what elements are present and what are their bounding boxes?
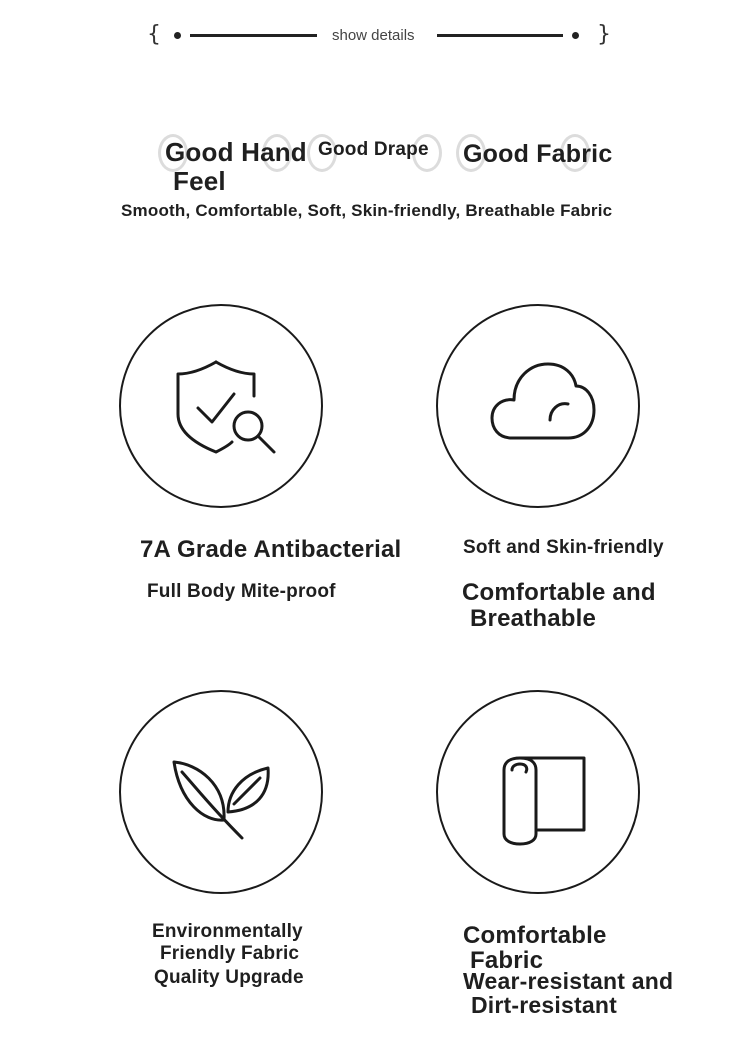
show-details-label[interactable]: show details	[332, 27, 415, 44]
feature4-subtitle-line1: Wear-resistant and	[463, 968, 674, 994]
right-divider	[437, 34, 563, 37]
shield-check-search-icon	[170, 356, 280, 458]
leaf-icon	[168, 756, 274, 846]
feature4-subtitle-line2: Dirt-resistant	[471, 992, 617, 1018]
right-dot	[572, 32, 579, 39]
close-brace: }	[597, 22, 611, 47]
quality-good-drape: Good Drape	[318, 139, 429, 160]
feature3-subtitle: Quality Upgrade	[154, 967, 304, 988]
fabric-roll-icon	[498, 754, 592, 848]
left-divider	[190, 34, 317, 37]
feature1-title: 7A Grade Antibacterial	[140, 536, 402, 563]
feature1-subtitle: Full Body Mite-proof	[147, 581, 336, 602]
feature2-title: Soft and Skin-friendly	[463, 537, 664, 558]
feature4-title-line2: Fabric	[470, 947, 544, 974]
feature2-subtitle-line1: Comfortable and	[462, 579, 656, 606]
quality-subtitle: Smooth, Comfortable, Soft, Skin-friendly, Breathable Fabric	[121, 201, 613, 220]
feature4-title-line1: Comfortable	[463, 922, 607, 949]
cloud-icon	[488, 356, 598, 446]
quality-feel: Feel	[173, 166, 226, 196]
feature3-title-line1: Environmentally	[152, 921, 303, 942]
quality-good-hand: Good Hand	[165, 137, 307, 167]
left-dot	[174, 32, 181, 39]
open-brace: {	[147, 22, 161, 47]
feature3-title-line2: Friendly Fabric	[160, 943, 300, 964]
feature2-subtitle-line2: Breathable	[470, 605, 597, 632]
quality-good-fabric: Good Fabric	[463, 140, 613, 168]
